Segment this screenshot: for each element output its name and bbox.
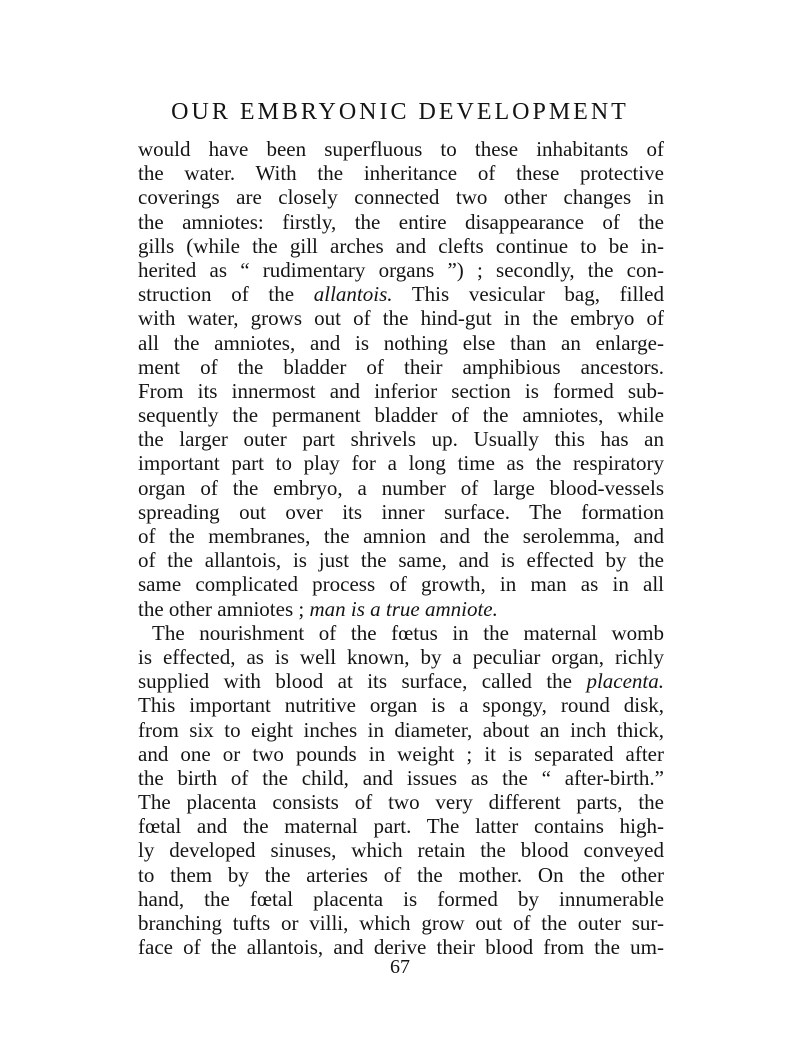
text-line <box>138 137 664 161</box>
text-line <box>138 379 664 403</box>
text-line <box>138 500 664 524</box>
text-segment: coverings are closely connected two other changes in <box>138 185 664 210</box>
text-line <box>138 355 664 379</box>
text-segment: the water. With the inheritance of these protective <box>138 161 664 186</box>
text-line <box>138 403 664 427</box>
text-segment: This vesicular bag, filled <box>392 282 665 307</box>
text-segment: struction of the <box>138 282 314 307</box>
text-segment: the amniotes: firstly, the entire disappearance of the <box>138 209 664 234</box>
text-line <box>138 258 664 282</box>
text-segment: face of the allantois, and derive their blood from the um- <box>138 935 664 960</box>
text-line <box>138 742 664 766</box>
page-number: 67 <box>390 956 410 978</box>
text-line <box>138 548 664 572</box>
text-line <box>138 210 664 234</box>
text-line <box>138 814 664 838</box>
text-line <box>138 597 664 621</box>
text-segment: supplied with blood at its surface, called the <box>138 669 587 694</box>
body-text <box>138 137 664 959</box>
text-segment: sequently the permanent bladder of the amniotes, while <box>138 403 664 428</box>
text-line <box>138 524 664 548</box>
text-segment: of the allantois, is just the same, and is effected by the <box>138 548 664 573</box>
text-segment: ly developed sinuses, which retain the blood conveyed <box>138 838 664 863</box>
text-segment: is effected, as is well known, by a peculiar organ, richly <box>138 644 664 669</box>
running-head: OUR EMBRYONIC DEVELOPMENT <box>171 99 629 125</box>
paragraph <box>138 621 664 960</box>
text-line <box>138 766 664 790</box>
text-line <box>138 645 664 669</box>
text-segment: same complicated process of growth, in man as in all <box>138 572 664 597</box>
text-line <box>138 838 664 862</box>
text-line <box>138 669 664 693</box>
text-segment: the larger outer part shrivels up. Usually this has an <box>138 427 664 452</box>
italic-text: placenta. <box>586 669 664 694</box>
text-segment: gills (while the gill arches and clefts continue to be in- <box>138 233 664 258</box>
text-line <box>138 427 664 451</box>
text-line <box>138 306 664 330</box>
italic-text: man is a true amniote. <box>309 596 498 621</box>
text-line <box>138 790 664 814</box>
text-line <box>138 161 664 185</box>
text-segment: all the amniotes, and is nothing else than an enlarge- <box>138 330 664 355</box>
text-line <box>138 911 664 935</box>
italic-text: allantois. <box>313 282 393 307</box>
text-segment: with water, grows out of the hind-gut in the embryo of <box>138 306 664 331</box>
text-segment: herited as “ rudimentary organs ”) ; secondly, the con- <box>138 257 664 282</box>
text-line <box>138 476 664 500</box>
text-segment: and one or two pounds in weight ; it is separated after <box>138 741 664 766</box>
text-line <box>138 572 664 596</box>
text-segment: The nourishment of the fœtus in the maternal womb <box>152 620 664 645</box>
text-line <box>138 185 664 209</box>
text-segment: fœtal and the maternal part. The latter contains high- <box>138 814 664 839</box>
text-line <box>138 693 664 717</box>
text-segment: This important nutritive organ is a spongy, round disk, <box>138 693 664 718</box>
text-line <box>138 718 664 742</box>
text-segment: branching tufts or villi, which grow out of the outer sur- <box>138 911 664 935</box>
text-segment: hand, the fœtal placenta is formed by innumerable <box>138 886 664 911</box>
text-segment: From its innermost and inferior section is formed sub- <box>138 378 664 403</box>
text-line <box>138 234 664 258</box>
text-line <box>138 451 664 475</box>
text-segment: spreading out over its inner surface. The formation <box>138 499 664 524</box>
text-segment: from six to eight inches in diameter, about an inch thick, <box>138 717 664 742</box>
text-segment: the other amniotes ; <box>138 596 310 621</box>
text-segment: The placenta consists of two very different parts, the <box>138 790 664 815</box>
text-line <box>138 331 664 355</box>
text-line <box>138 863 664 887</box>
text-segment: organ of the embryo, a number of large blood-vessels <box>138 475 664 500</box>
text-line <box>138 887 664 911</box>
text-segment: important part to play for a long time as the respiratory <box>138 451 664 476</box>
text-segment: of the membranes, the amnion and the serolemma, and <box>138 524 664 548</box>
text-segment: would have been superfluous to these inhabitants of <box>138 137 664 161</box>
text-segment: to them by the arteries of the mother. On the other <box>138 862 664 887</box>
text-line <box>138 282 664 306</box>
text-line <box>138 621 664 645</box>
text-segment: ment of the bladder of their amphibious ancestors. <box>138 354 664 379</box>
paragraph <box>138 137 664 621</box>
text-segment: the birth of the child, and issues as the “ after-birth.” <box>138 765 664 790</box>
